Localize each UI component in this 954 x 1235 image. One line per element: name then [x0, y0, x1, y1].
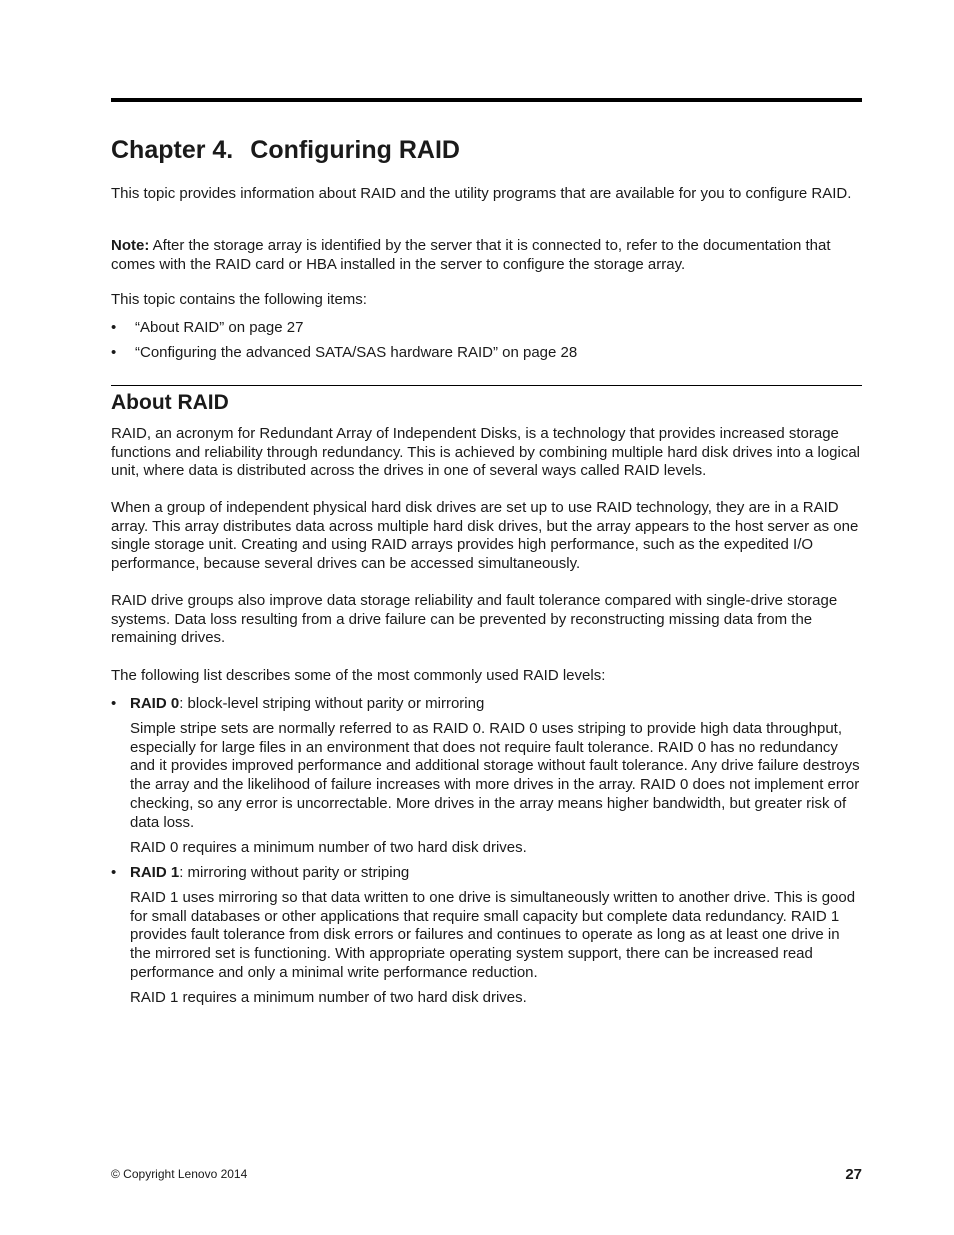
- raid-1-description: RAID 1 uses mirroring so that data written to one drive is simultaneously written to another drive. This is good for small databases or other applications that require small capacity but complete data redundancy. RAID 1 provides fault tolerance from disk errors or failures and continues to operate as long as at least one drive in the mirrored set is functioning. With appropriate operating system support, there can be increased read performance and only a minimal write performance reduction.: [130, 889, 856, 981]
- bullet: •: [111, 695, 117, 712]
- raid-level-summary: : block-level striping without parity or mirroring: [179, 695, 485, 712]
- note-paragraph: [111, 237, 862, 274]
- raid-level-name: RAID 1: [130, 864, 180, 881]
- document-page: [111, 0, 862, 1235]
- topic-link-configuring-raid[interactable]: “Configuring the advanced SATA/SAS hardware RAID” on page 28: [135, 344, 578, 361]
- note-text: After the storage array is identified by the server that it is connected to, refer to the documentation that comes with the RAID card or HBA installed in the server to configure the storage array.: [111, 237, 831, 273]
- bullet: •: [111, 319, 117, 336]
- items-intro: This topic contains the following items:: [111, 291, 367, 308]
- bullet: •: [111, 864, 117, 881]
- raid-0-description: Simple stripe sets are normally referred to as RAID 0. RAID 0 uses striping to provide high data throughput, especially for large files in an environment that does not require fault tolerance. RAID 0 has no redundancy and it provides improved performance and additional storage without fault tolerance. Any drive failure destroys the array and the likelihood of failure increases with more drives in the array. RAID 0 does not implement error checking, so any error is uncorrectable. More drives in the array means higher bandwidth, but greater risk of data loss.: [130, 720, 860, 831]
- section-heading-about-raid: About RAID: [111, 391, 229, 414]
- note-label: Note:: [111, 237, 150, 254]
- topic-link-about-raid[interactable]: “About RAID” on page 27: [135, 319, 304, 336]
- chapter-title: [111, 133, 460, 167]
- levels-intro: The following list describes some of the most commonly used RAID levels:: [111, 667, 606, 684]
- about-paragraph-1: RAID, an acronym for Redundant Array of Independent Disks, is a technology that provides increased storage functions and reliability through redundancy. This is achieved by combining multiple hard disk drives into a logical unit, where data is distributed across the drives in one of several ways called RAID levels.: [111, 425, 861, 480]
- raid-level-name: RAID 0: [130, 695, 180, 712]
- about-paragraph-2: When a group of independent physical hard disk drives are set up to use RAID technology, they are in a RAID array. This array distributes data across multiple hard disk drives, but the array appears to the host server as one single storage unit. Creating and using RAID arrays provides high performance, such as the expedited I/O performance, because several drives can be accessed simultaneously.: [111, 499, 859, 573]
- footer-copyright: © Copyright Lenovo 2014: [111, 1167, 248, 1181]
- raid-0-requirement: RAID 0 requires a minimum number of two hard disk drives.: [130, 839, 527, 856]
- chapter-top-rule: [111, 98, 862, 102]
- section-rule: [111, 385, 862, 386]
- raid-1-requirement: RAID 1 requires a minimum number of two hard disk drives.: [130, 989, 527, 1006]
- about-paragraph-3: RAID drive groups also improve data storage reliability and fault tolerance compared with single-drive storage systems. Data loss resulting from a drive failure can be prevented by reconstructing missing data from the remaining drives.: [111, 592, 838, 647]
- raid-level-summary: : mirroring without parity or striping: [179, 864, 410, 881]
- page-number: 27: [845, 1166, 862, 1183]
- chapter-name: Configuring RAID: [250, 136, 460, 164]
- chapter-number: Chapter 4.: [111, 136, 234, 164]
- bullet: •: [111, 344, 117, 361]
- intro-paragraph: This topic provides information about RAID and the utility programs that are available for you to configure RAID.: [111, 185, 852, 202]
